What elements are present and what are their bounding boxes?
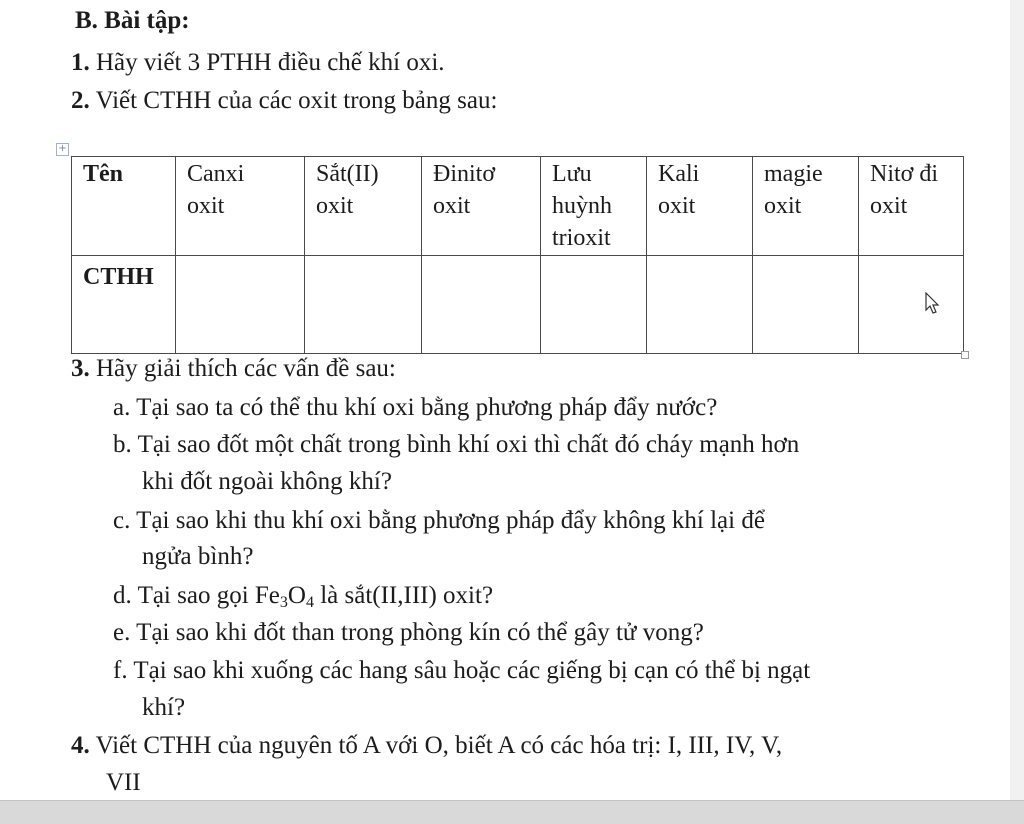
question-3-number: 3. (71, 355, 90, 382)
column-header-sat-ii-oxit[interactable]: Sắt(II) oxit (305, 157, 422, 256)
question-4-continuation: VII (106, 769, 141, 796)
question-3f-continuation: khí? (142, 694, 186, 721)
table-cthh-row (72, 256, 964, 354)
answer-cell[interactable] (176, 256, 305, 354)
question-1 (71, 48, 445, 78)
item-text: Tại sao khi đốt than trong phòng kín có thể gây tử vong? (136, 619, 704, 646)
table-move-handle-icon[interactable]: + (56, 143, 69, 156)
question-3d (113, 581, 493, 611)
oxide-table (71, 156, 964, 354)
formula-o-subscript: 4 (305, 594, 314, 611)
formula-fe: Fe (254, 582, 280, 609)
item-text: Tại sao khi thu khí oxi bằng phương pháp đẩy không khí lại để (136, 507, 765, 534)
question-3 (71, 354, 396, 384)
item-marker: e. (113, 619, 131, 646)
question-4 (71, 731, 782, 761)
answer-cell[interactable] (753, 256, 859, 354)
answer-cell[interactable] (422, 256, 541, 354)
header-label-cell[interactable]: Tên (72, 157, 176, 256)
column-header-dinito-oxit[interactable]: Đinitơ oxit (422, 157, 541, 256)
mouse-pointer-icon (925, 292, 941, 316)
horizontal-scrollbar[interactable] (0, 800, 1024, 824)
formula-o: O (287, 582, 306, 609)
column-header-magie-oxit[interactable]: magie oxit (753, 157, 859, 256)
question-2 (71, 86, 497, 116)
item-marker: b. (113, 431, 132, 458)
question-2-number: 2. (71, 87, 90, 114)
question-4-text: Viết CTHH của nguyên tố A với O, biết A có các hóa trị: I, III, IV, V, (95, 732, 783, 759)
question-3-text: Hãy giải thích các vấn đề sau: (96, 355, 396, 382)
answer-cell[interactable] (305, 256, 422, 354)
question-3e (113, 618, 704, 648)
answer-cell[interactable] (541, 256, 647, 354)
row-label-cell[interactable]: CTHH (72, 256, 176, 354)
item-text-before: Tại sao gọi (137, 582, 255, 609)
question-3b (113, 430, 799, 460)
item-marker: c. (113, 507, 131, 534)
question-3f (113, 656, 810, 686)
item-marker: f. (113, 657, 128, 684)
item-marker: d. (113, 582, 132, 609)
item-text: Tại sao ta có thể thu khí oxi bằng phương pháp đẩy nước? (136, 394, 718, 421)
formula-fe-subscript: 3 (279, 594, 288, 611)
item-marker: a. (113, 394, 131, 421)
question-3a (113, 393, 717, 423)
item-text-after: là sắt(II,III) oxit? (313, 582, 494, 609)
column-header-nito-di-oxit[interactable]: Nitơ đi oxit (859, 157, 964, 256)
item-text: Tại sao khi xuống các hang sâu hoặc các giếng bị cạn có thể bị ngạt (133, 657, 811, 684)
question-3c-continuation: ngửa bình? (142, 543, 254, 570)
question-1-text: Hãy viết 3 PTHH điều chế khí oxi. (96, 49, 445, 76)
answer-cell[interactable] (647, 256, 753, 354)
table-resize-handle[interactable] (961, 351, 969, 359)
window-right-edge (1010, 0, 1024, 800)
column-header-canxi-oxit[interactable]: Canxi oxit (176, 157, 305, 256)
question-4-number: 4. (71, 732, 90, 759)
question-2-text: Viết CTHH của các oxit trong bảng sau: (95, 87, 498, 114)
answer-cell[interactable] (859, 256, 964, 354)
question-1-number: 1. (71, 49, 90, 76)
question-3c (113, 506, 765, 536)
column-header-luu-huynh-trioxit[interactable]: Lưu huỳnh trioxit (541, 157, 647, 256)
item-text: Tại sao đốt một chất trong bình khí oxi thì chất đó cháy mạnh hơn (137, 431, 800, 458)
section-title: B. Bài tập: (75, 7, 190, 34)
table-header-row (72, 157, 964, 256)
column-header-kali-oxit[interactable]: Kali oxit (647, 157, 753, 256)
question-3b-continuation: khi đốt ngoài không khí? (142, 468, 392, 495)
